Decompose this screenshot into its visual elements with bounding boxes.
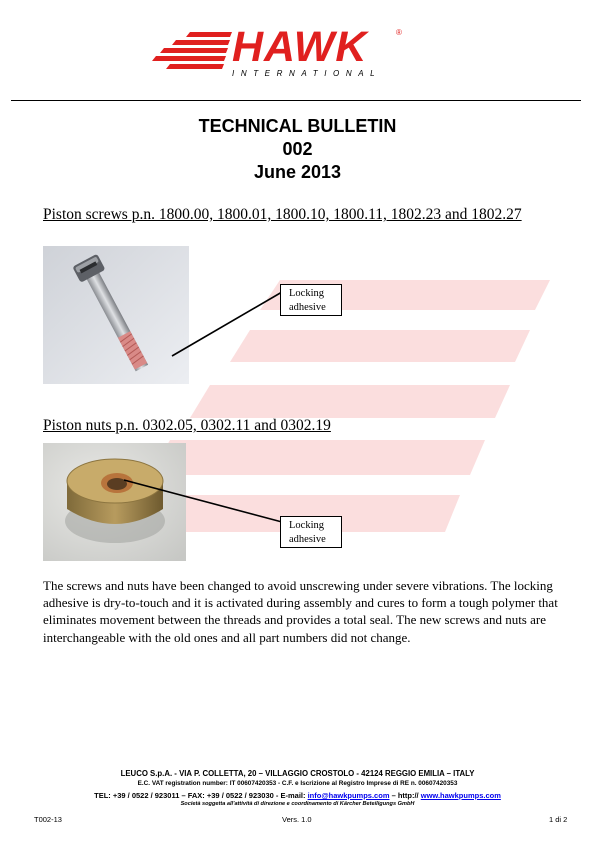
body-paragraph: The screws and nuts have been changed to avoid unscrewing under severe vibrations. The locking adhesive is dry-to-touch and it is activated during assembly and cures to form a tough polymer that eliminates movement between the threads and provides a total seal. The new screws and nuts are interchangeable with the old ones and all part numbers did not change. xyxy=(43,578,558,645)
bulletin-title: TECHNICAL BULLETIN xyxy=(198,116,397,136)
footer-vat: E.C. VAT registration number: IT 00607420353 - C.F. e Iscrizione al Registro Imprese di RE n. 00607420353 xyxy=(137,780,458,787)
callout-locking-adhesive-1 xyxy=(280,284,342,316)
callout-text-line: Locking xyxy=(289,288,324,299)
header-divider xyxy=(11,100,581,101)
logo-subtitle: INTERNATIONAL xyxy=(232,69,382,78)
callout-locking-adhesive-2 xyxy=(280,516,342,548)
footer-address: LEUCO S.p.A. - VIA P. COLLETTA, 20 – VILLAGGIO CROSTOLO - 42124 REGGIO EMILIA – ITALY xyxy=(120,769,475,778)
bulletin-number: 002 xyxy=(282,139,313,159)
footer-website-link[interactable]: www.hawkpumps.com xyxy=(420,791,501,800)
hawk-logo-stripes xyxy=(150,30,232,72)
logo-wordmark: HAWK xyxy=(232,23,368,71)
footer-contact xyxy=(0,791,595,800)
callout-text-line: adhesive xyxy=(289,302,326,313)
callout-text-line: Locking xyxy=(289,520,324,531)
footer-contact-phone: TEL: +39 / 0522 / 923011 – FAX: +39 / 0522 / 923030 - E-mail: xyxy=(94,791,308,800)
page-number: 1 di 2 xyxy=(549,815,568,824)
piston-screw-photo xyxy=(43,246,189,384)
footer-email-link[interactable]: info@hawkpumps.com xyxy=(307,791,390,800)
footer-legal-note: Società soggetta all'attività di direzione e coordinamento di Kärcher Beteiligungs GmbH xyxy=(180,801,415,807)
doc-version: Vers. 1.0 xyxy=(282,815,312,824)
doc-code: T002-13 xyxy=(34,815,62,824)
callout-text-line: adhesive xyxy=(289,534,326,545)
callout-leader-1 xyxy=(170,290,285,360)
bulletin-date: June 2013 xyxy=(253,162,342,182)
section-piston-screws-heading: Piston screws p.n. 1800.00, 1800.01, 1800.10, 1800.11, 1802.23 and 1802.27 xyxy=(43,206,522,223)
section-piston-nuts-heading: Piston nuts p.n. 0302.05, 0302.11 and 0302.19 xyxy=(43,417,331,434)
callout-leader-2 xyxy=(120,476,285,526)
footer-contact-http: – http:// xyxy=(389,791,421,800)
logo-registered-mark: ® xyxy=(396,28,402,37)
